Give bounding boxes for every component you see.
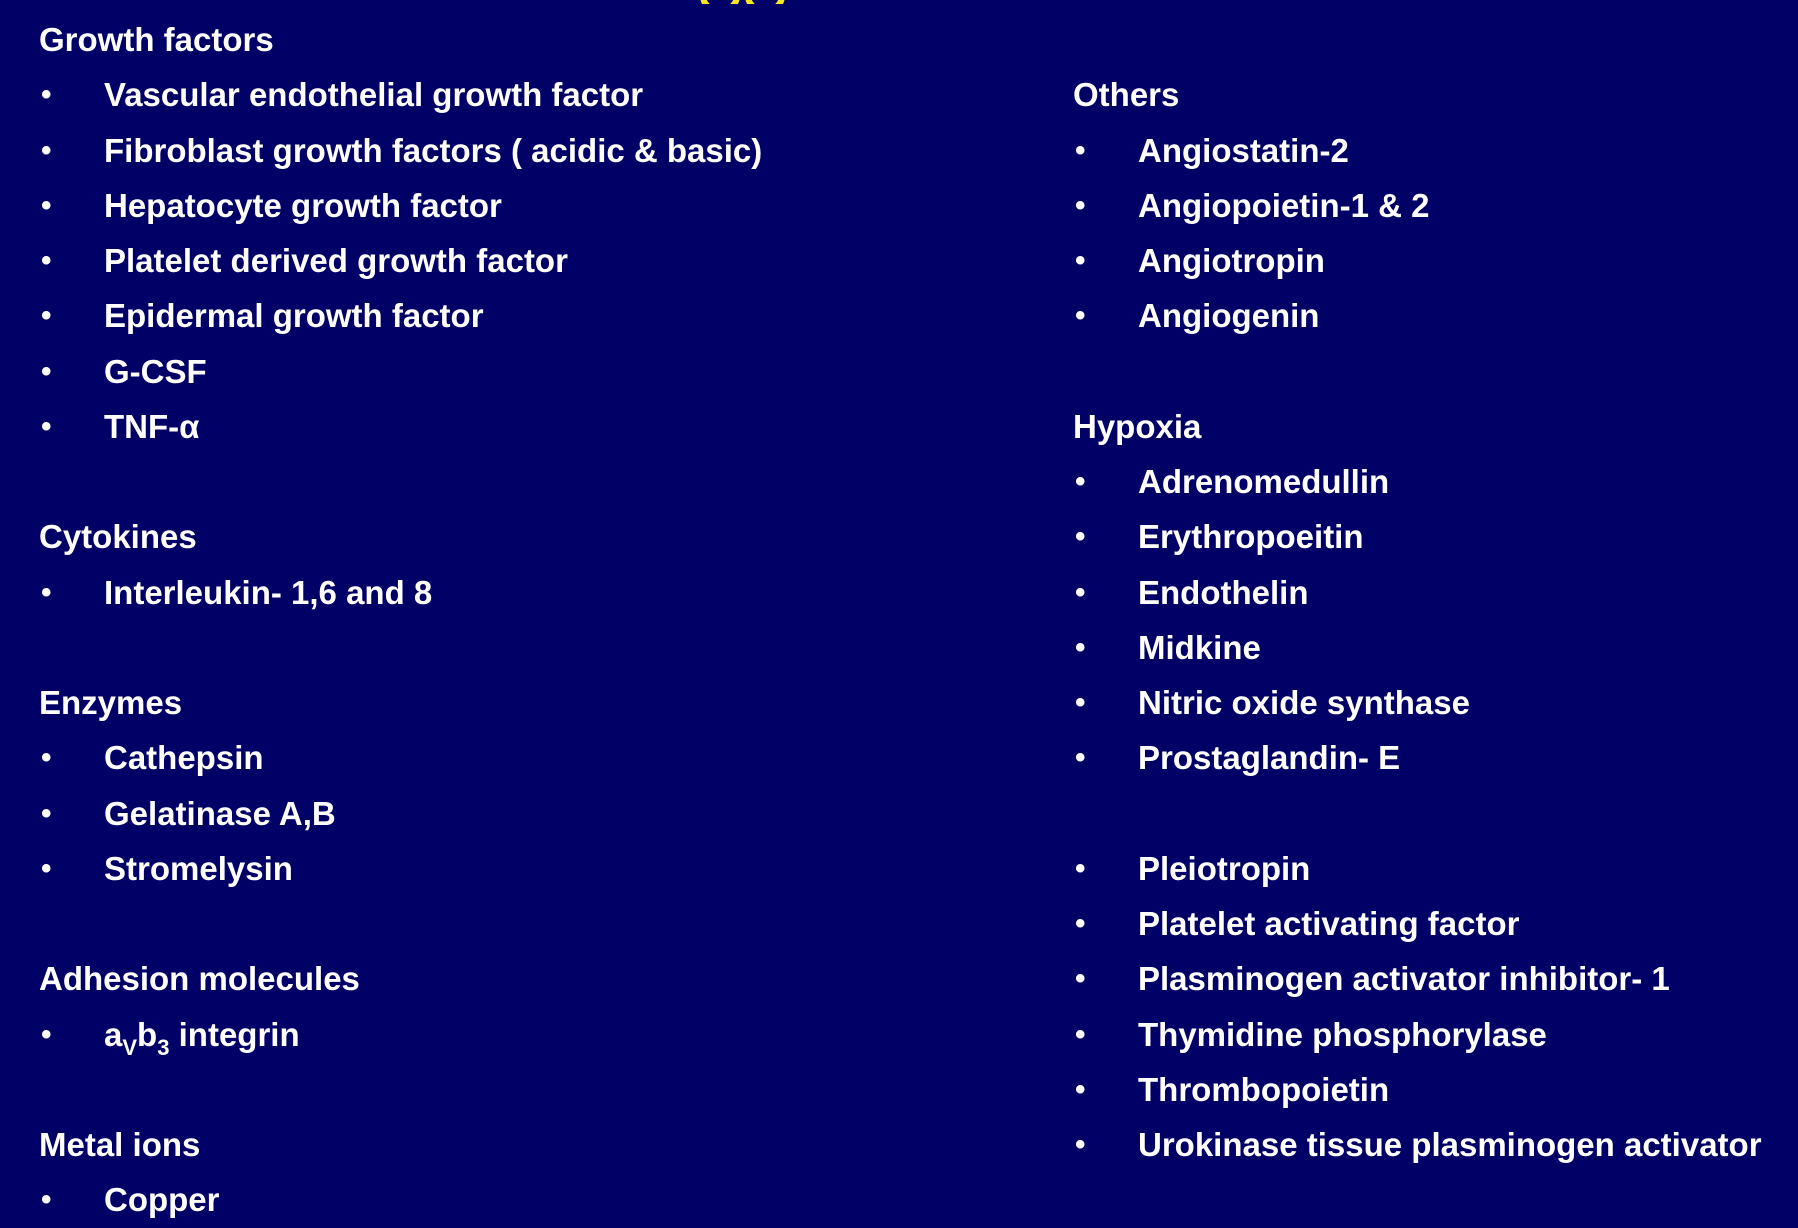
list-item <box>1073 1062 1793 1117</box>
list-item <box>1073 620 1793 675</box>
bullet-icon: • <box>41 244 52 277</box>
list-item-text <box>104 1007 300 1066</box>
list-item <box>39 123 999 178</box>
list-item <box>39 67 999 122</box>
section-heading-others: Others <box>1073 76 1180 114</box>
section-heading-hypoxia: Hypoxia <box>1073 407 1202 445</box>
spacer <box>39 1062 999 1117</box>
section-heading-metal-ions: Metal ions <box>39 1126 201 1163</box>
list-item <box>1073 675 1793 730</box>
bullet-icon: • <box>41 851 52 885</box>
spacer <box>39 620 999 675</box>
bullet-icon: • <box>1075 575 1086 609</box>
list-item-text: Interleukin- 1,6 and 8 <box>104 573 433 611</box>
formula-part: b <box>137 1015 158 1053</box>
list-item-text: Plasminogen activator inhibitor- 1 <box>1138 960 1670 998</box>
subscript: 3 <box>157 1034 170 1060</box>
bullet-icon: • <box>41 575 52 609</box>
formula-part: a <box>104 1015 123 1053</box>
bullet-icon: • <box>41 354 52 388</box>
left-column <box>39 12 999 1228</box>
list-item-text: Prostaglandin- E <box>1138 739 1401 777</box>
list-item-text: Fibroblast growth factors ( acidic & basic) <box>104 131 763 169</box>
bullet-icon: • <box>41 78 52 112</box>
bullet-icon: • <box>1075 686 1086 719</box>
list-item-text: Platelet derived growth factor <box>104 242 568 279</box>
bullet-icon: • <box>1075 188 1086 222</box>
section-heading-enzymes: Enzymes <box>39 684 183 721</box>
bullet-icon: • <box>1075 1072 1086 1106</box>
bullet-icon: • <box>1075 1128 1086 1161</box>
list-item-text: Epidermal growth factor <box>104 297 484 335</box>
list-item <box>1073 454 1793 509</box>
list-item-text: Erythropoeitin <box>1138 518 1364 556</box>
list-item-text: Gelatinase A,B <box>104 794 336 832</box>
list-item-text: Nitric oxide synthase <box>1138 684 1470 721</box>
bullet-icon: • <box>41 796 52 830</box>
list-item <box>39 565 999 620</box>
spacer <box>1073 12 1793 67</box>
section-heading-growth-factors: Growth factors <box>39 21 274 58</box>
bullet-icon: • <box>41 409 52 443</box>
list-item-text: Angiostatin-2 <box>1138 131 1349 169</box>
bullet-icon: • <box>1075 299 1086 333</box>
list-item <box>39 233 999 288</box>
list-item-text: Hepatocyte growth factor <box>104 186 502 224</box>
bullet-icon: • <box>1075 465 1086 498</box>
list-item <box>1073 509 1793 564</box>
list-item <box>39 841 999 896</box>
list-item <box>1073 1117 1793 1172</box>
list-item-text: Endothelin <box>1138 573 1309 611</box>
bullet-icon: • <box>41 741 52 775</box>
bullet-icon: • <box>1075 244 1086 277</box>
bullet-icon: • <box>1075 133 1086 167</box>
list-item-text: Cathepsin <box>104 739 264 777</box>
list-item <box>1073 565 1793 620</box>
bullet-icon: • <box>1075 630 1086 664</box>
spacer <box>39 896 999 951</box>
list-item-text: Urokinase tissue plasminogen activator <box>1138 1126 1762 1163</box>
list-item-text: Midkine <box>1138 628 1261 666</box>
list-item <box>1073 841 1793 896</box>
list-item <box>1073 951 1793 1006</box>
list-item-text: Pleiotropin <box>1138 849 1311 887</box>
formula-part: integrin <box>169 1015 300 1053</box>
bullet-icon: • <box>41 1017 52 1051</box>
bullet-icon: • <box>41 188 52 222</box>
list-item <box>39 1007 999 1062</box>
list-item-text: Stromelysin <box>104 849 293 887</box>
list-item <box>39 178 999 233</box>
section-heading-adhesion-molecules: Adhesion molecules <box>39 960 360 998</box>
list-item <box>39 344 999 399</box>
bullet-icon: • <box>1075 741 1086 775</box>
list-item-text: Copper <box>104 1181 220 1219</box>
list-item <box>1073 178 1793 233</box>
list-item-text: Angiotropin <box>1138 242 1325 279</box>
bullet-icon: • <box>41 1183 52 1217</box>
slide-title-fragment <box>700 0 870 4</box>
list-item <box>1073 288 1793 343</box>
list-item-text: G-CSF <box>104 352 207 390</box>
list-item-text: TNF-α <box>104 407 200 445</box>
list-item <box>39 288 999 343</box>
list-item <box>1073 233 1793 288</box>
list-item <box>39 730 999 785</box>
list-item <box>39 1172 999 1227</box>
bullet-icon: • <box>1075 851 1086 885</box>
spacer <box>1073 786 1793 841</box>
list-item-text: Angiopoietin-1 & 2 <box>1138 186 1430 224</box>
list-item <box>1073 123 1793 178</box>
spacer <box>1073 344 1793 399</box>
list-item-text: Adrenomedullin <box>1138 463 1390 500</box>
section-heading-cytokines: Cytokines <box>39 518 197 556</box>
list-item-text: Angiogenin <box>1138 297 1320 335</box>
list-item-text: Platelet activating factor <box>1138 905 1520 942</box>
bullet-icon: • <box>1075 962 1086 996</box>
list-item-text: Vascular endothelial growth factor <box>104 76 644 114</box>
list-item-text: Thymidine phosphorylase <box>1138 1015 1547 1053</box>
bullet-icon: • <box>1075 1017 1086 1051</box>
list-item <box>1073 1007 1793 1062</box>
bullet-icon: • <box>1075 907 1086 940</box>
list-item <box>39 786 999 841</box>
list-item <box>1073 896 1793 951</box>
right-column <box>1073 12 1793 1172</box>
list-item <box>39 399 999 454</box>
subscript: V <box>122 1034 138 1060</box>
spacer <box>39 454 999 509</box>
list-item <box>1073 730 1793 785</box>
bullet-icon: • <box>41 299 52 333</box>
list-item-text: Thrombopoietin <box>1138 1070 1390 1108</box>
bullet-icon: • <box>41 133 52 167</box>
bullet-icon: • <box>1075 520 1086 554</box>
